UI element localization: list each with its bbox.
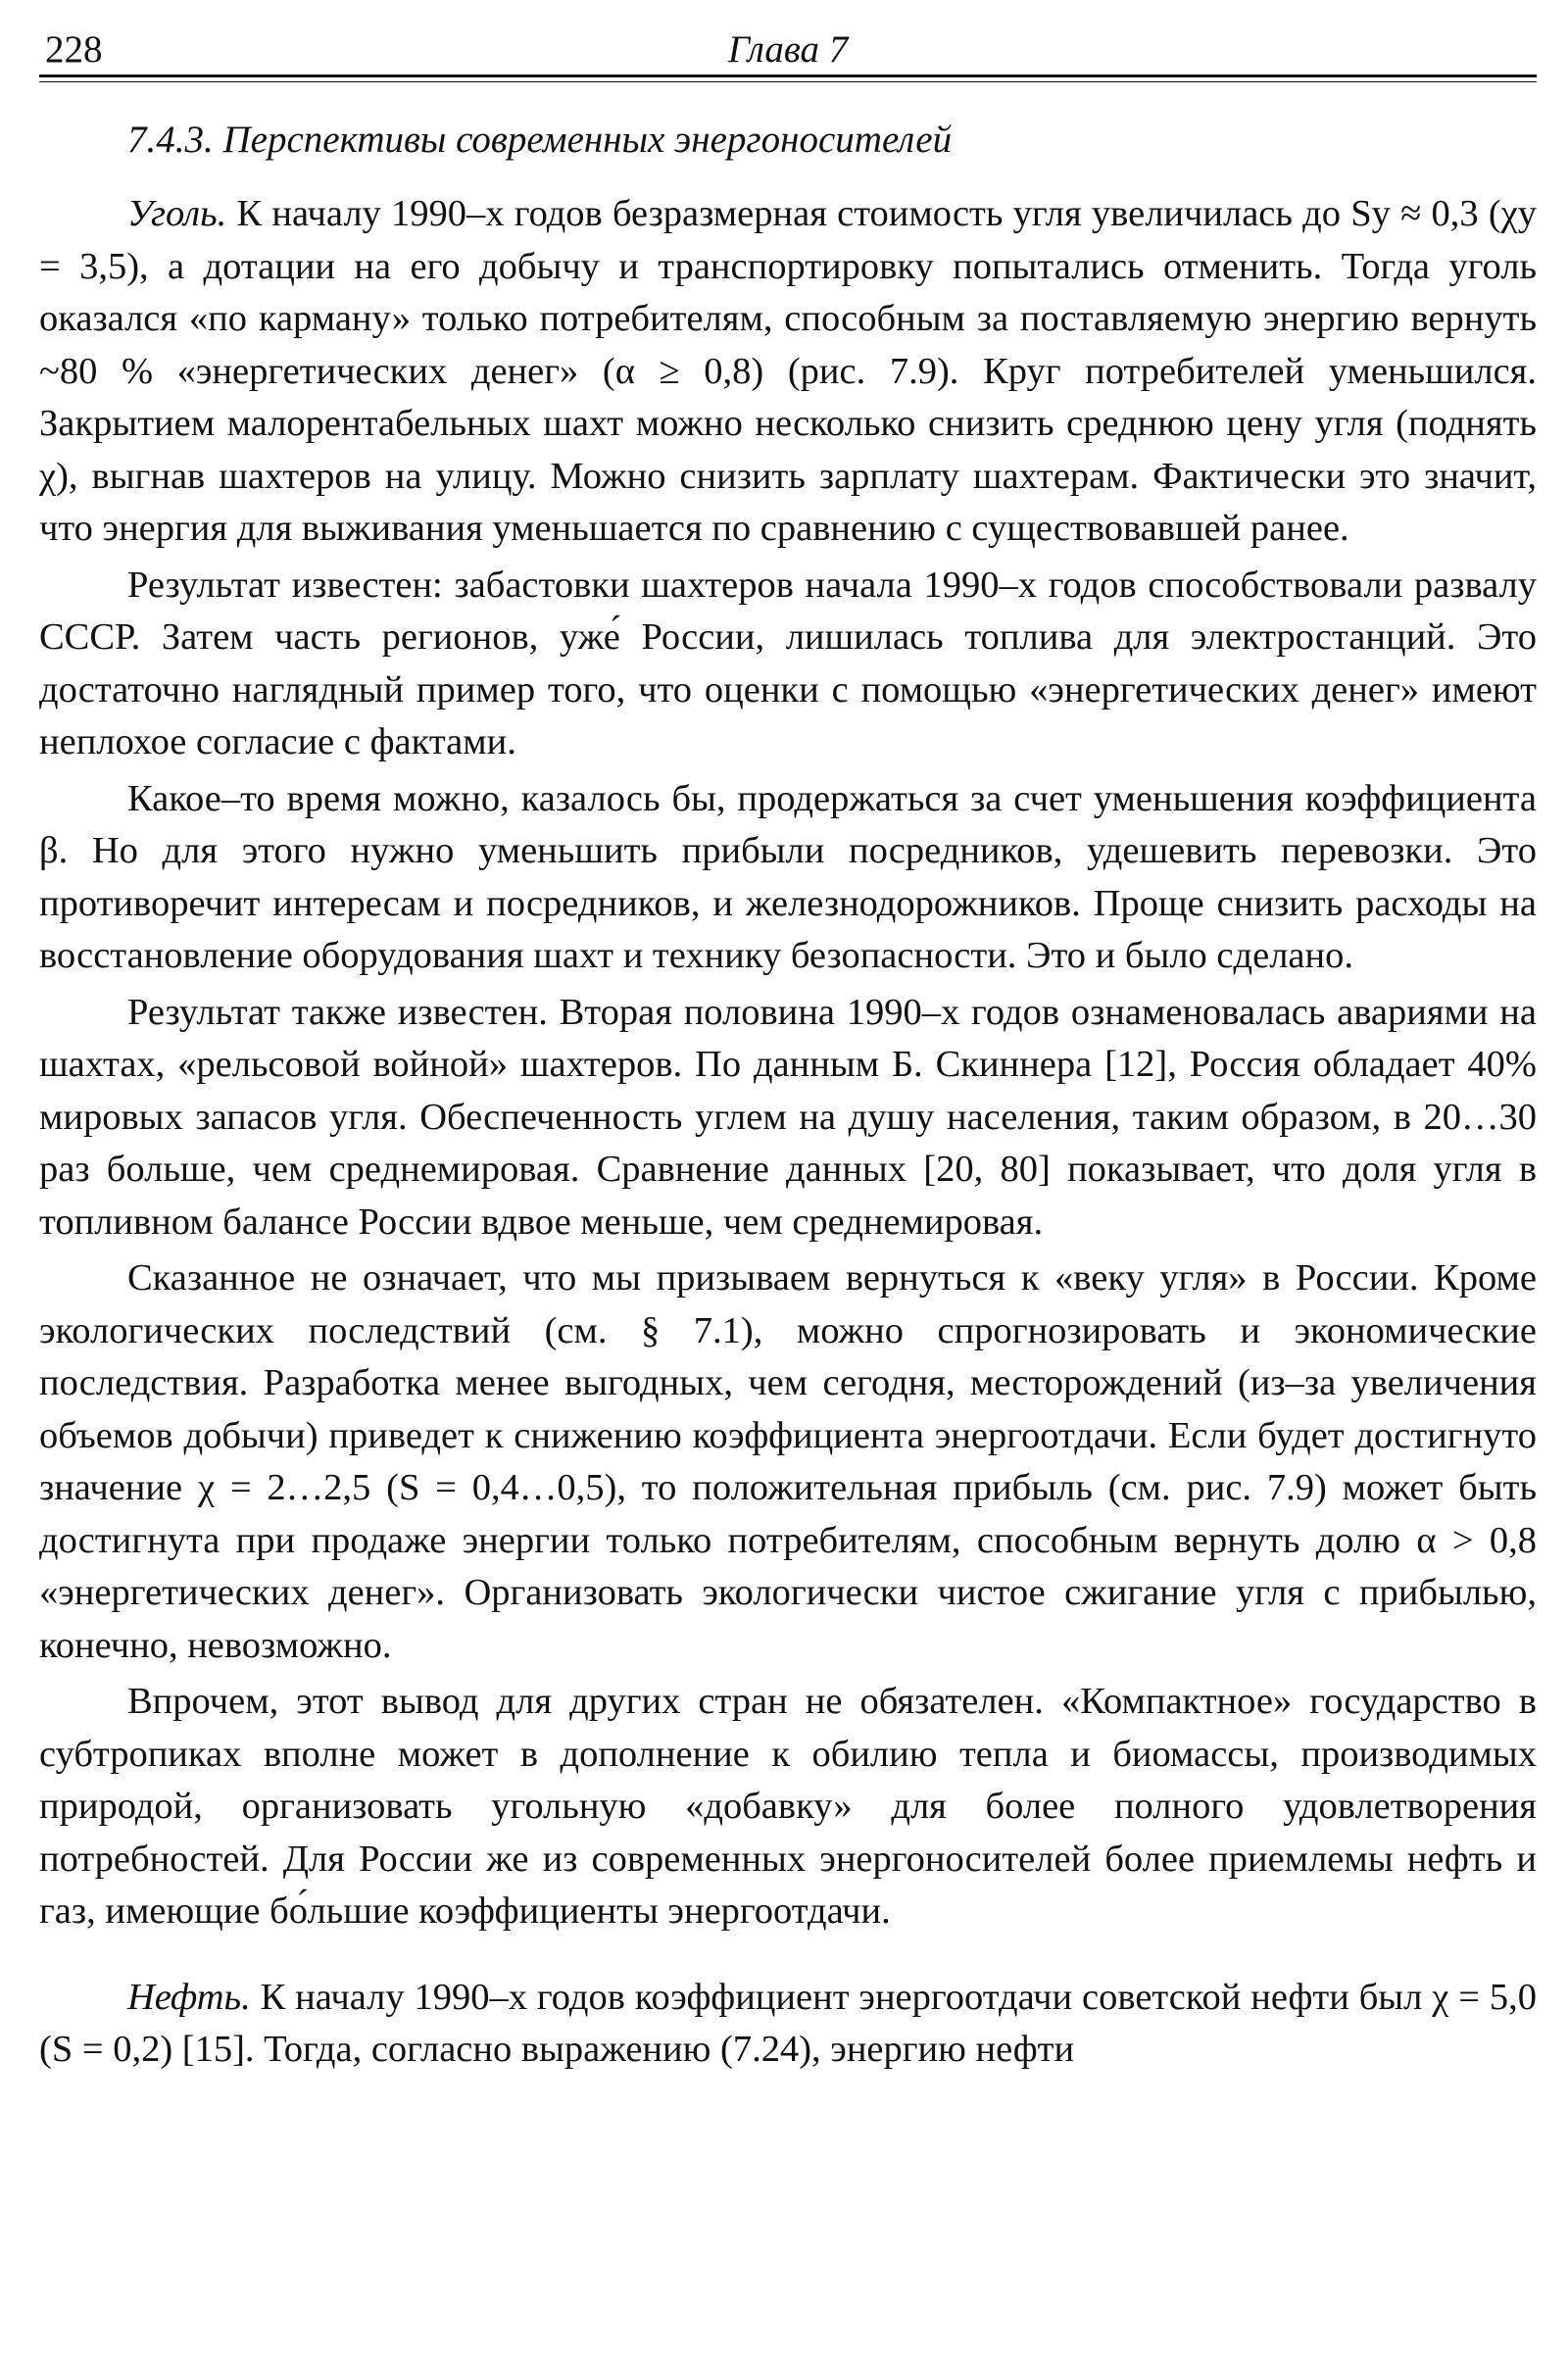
paragraph — [39, 1972, 1537, 2077]
paragraph: Впрочем, этот вывод для других стран не обязателен. «Компактное» государство в субтропиках вполне может в дополнение к обилию тепла и биомассы, производимых природой, организовать угольную «добавку» для более полного удовлетворения потребностей. Для России же из современных энергоносителей более приемлемы нефть и газ, имеющие бо́льшие коэффициенты энергоотдачи. — [39, 1681, 1537, 1932]
paragraph — [39, 188, 1537, 556]
paragraph-text: К началу 1990–х годов безразмерная стоимость угля увеличилась до Sу ≈ 0,3 (χу = 3,5), а дотации на его добычу и транспортировку попытались отменить. Тогда уголь оказался «по карману» только потребителям, способным за поставляемую энергию вернуть ~80 % «энергетических денег» (α ≥ 0,8) (рис. 7.9). Круг потребителей уменьшился. Закрытием малорентабельных шахт можно несколько снизить среднюю цену угля (поднять χ), выгнав шахтеров на улицу. Можно снизить зарплату шахтерам. Фактически это значит, что энергия для выживания уменьшается по сравнению с существовавшей ранее. — [39, 193, 1537, 549]
page-number: 228 — [45, 28, 103, 71]
chapter-title: Глава 7 — [727, 28, 849, 71]
paragraph: Результат известен: забастовки шахтеров начала 1990–х годов способствовали развалу СССР. Затем часть регионов, уже́ России, лишилась топлива для электростанций. Это достаточно наглядный пример того, что оценки с помощью «энергетических денег» имеют неплохое согласие с фактами. — [39, 564, 1537, 762]
paragraph-text: К началу 1990–х годов коэффициент энергоотдачи советской нефти был χ = 5,0 (S = 0,2) [15]. Тогда, согласно выражению (7.24), энергию нефти — [39, 1976, 1537, 2070]
header-rule — [39, 74, 1537, 77]
paragraph-lead: Нефть. — [127, 1976, 251, 2018]
header-rule-thin — [39, 81, 1537, 82]
page-header — [39, 25, 1537, 80]
paragraph-lead: Уголь. — [127, 193, 227, 234]
paragraph: Какое–то время можно, казалось бы, продержаться за счет уменьшения коэффициента β. Но для этого нужно уменьшить прибыли посредников, удешевить перевозки. Это противоречит интересам и посредников, и железнодорожников. Проще снизить расходы на восстановление оборудования шахт и технику безопасности. Это и было сделано. — [39, 777, 1537, 976]
paragraph: Сказанное не означает, что мы призываем вернуться к «веку угля» в России. Кроме экологических последствий (см. § 7.1), можно спрогнозировать и экономические последствия. Разработка менее выгодных, чем сегодня, месторождений (из–за увеличения объемов добычи) приведет к снижению коэффициента энергоотдачи. Если будет достигнуто значение χ = 2…2,5 (S = 0,4…0,5), то положительная прибыль (см. рис. 7.9) может быть достигнута при продаже энергии только потребителям, способным вернуть долю α > 0,8 «энергетических денег». Организовать экологически чистое сжигание угля с прибылью, конечно, невозможно. — [39, 1257, 1537, 1666]
paragraph: Результат также известен. Вторая половина 1990–х годов ознаменовалась авариями на шахтах, «рельсовой войной» шахтеров. По данным Б. Скиннера [12], Россия обладает 40% мировых запасов угля. Обеспеченность углем на душу населения, таким образом, в 20…30 раз больше, чем среднемировая. Сравнение данных [20, 80] показывает, что доля угля в топливном балансе России вдвое меньше, чем среднемировая. — [39, 991, 1537, 1243]
section-title: 7.4.3. Перспективы современных энергоносителей — [127, 119, 953, 161]
body-text — [39, 188, 1537, 2081]
